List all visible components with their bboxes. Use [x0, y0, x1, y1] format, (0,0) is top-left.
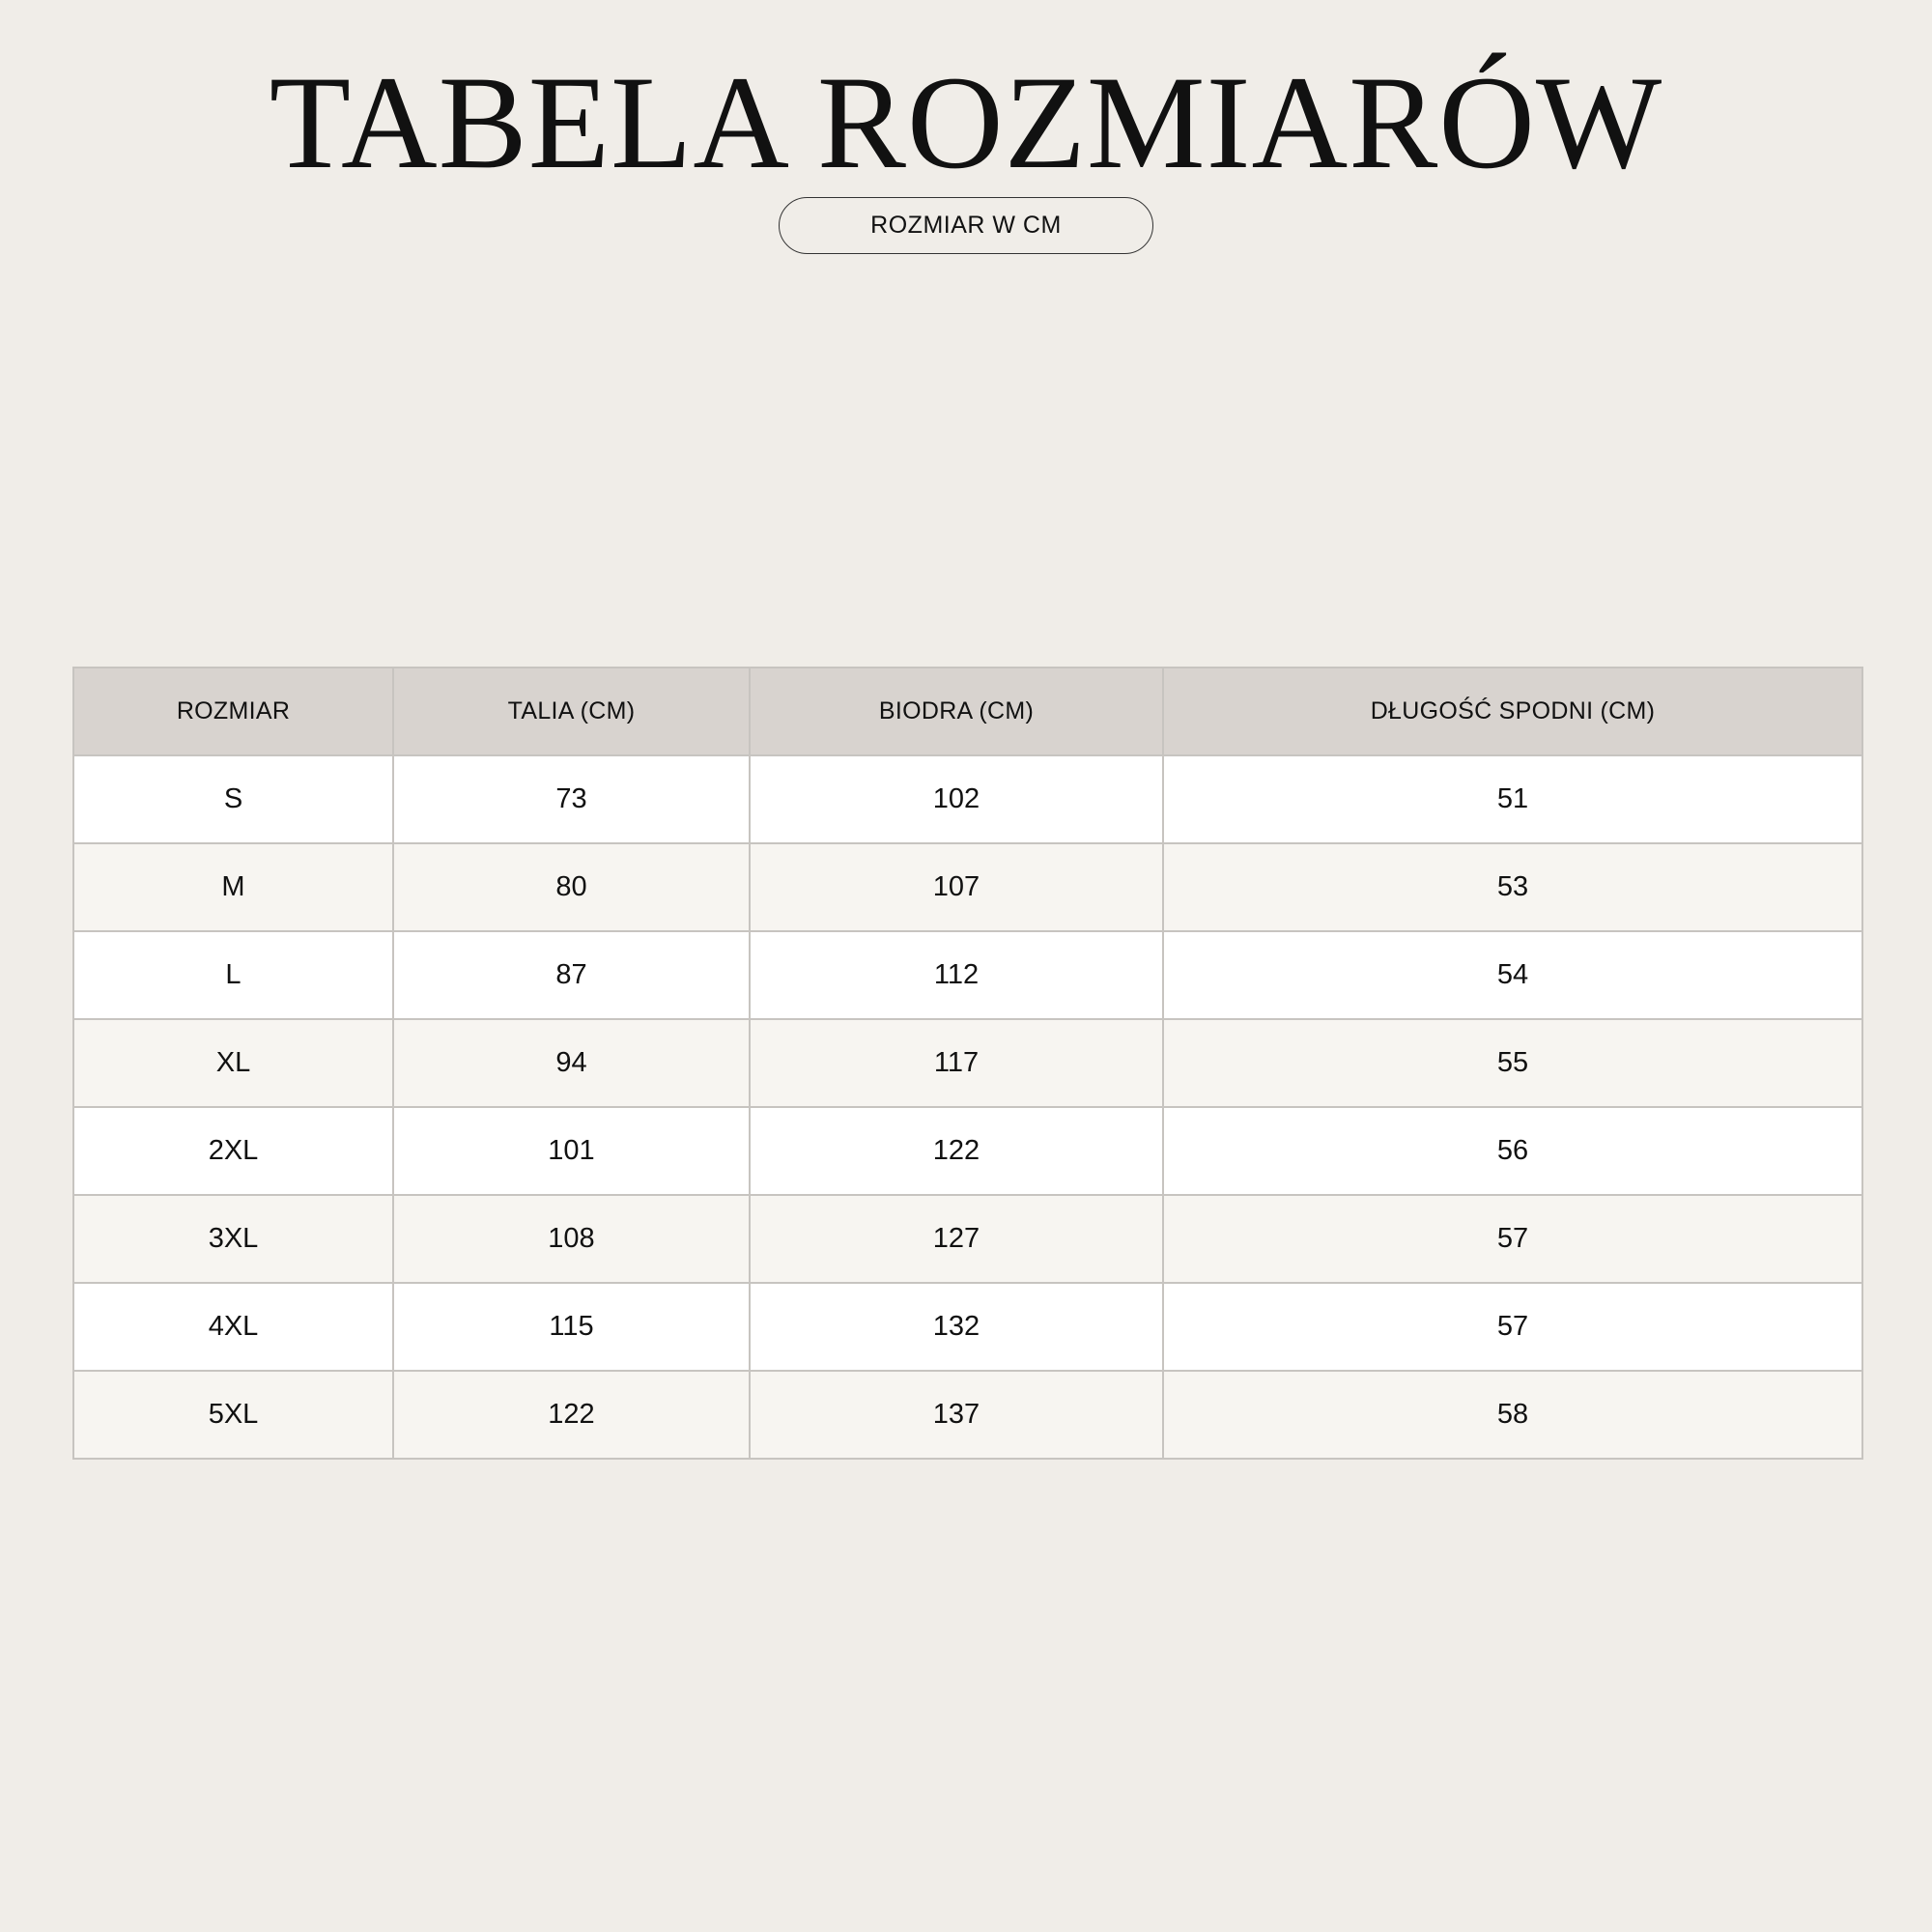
size-table: [72, 667, 1863, 1460]
cell-length: 53: [1163, 843, 1862, 931]
cell-size: M: [73, 843, 393, 931]
cell-hips: 137: [750, 1371, 1163, 1459]
column-header-length: DŁUGOŚĆ SPODNI (CM): [1163, 668, 1862, 755]
cell-hips: 122: [750, 1107, 1163, 1195]
cell-size: 2XL: [73, 1107, 393, 1195]
cell-waist: 94: [393, 1019, 750, 1107]
cell-length: 58: [1163, 1371, 1862, 1459]
cell-length: 57: [1163, 1195, 1862, 1283]
cell-length: 56: [1163, 1107, 1862, 1195]
table-row: [73, 755, 1862, 843]
cell-length: 57: [1163, 1283, 1862, 1371]
cell-size: 5XL: [73, 1371, 393, 1459]
column-header-hips: BIODRA (CM): [750, 668, 1163, 755]
table-row: [73, 1195, 1862, 1283]
cell-hips: 107: [750, 843, 1163, 931]
cell-size: S: [73, 755, 393, 843]
cell-hips: 117: [750, 1019, 1163, 1107]
unit-label: ROZMIAR W CM: [870, 212, 1062, 239]
table-row: [73, 1371, 1862, 1459]
column-header-size: ROZMIAR: [73, 668, 393, 755]
cell-waist: 73: [393, 755, 750, 843]
cell-size: L: [73, 931, 393, 1019]
cell-waist: 80: [393, 843, 750, 931]
table-header-row: [73, 668, 1862, 755]
cell-hips: 102: [750, 755, 1163, 843]
column-header-waist: TALIA (CM): [393, 668, 750, 755]
page-title: TABELA ROZMIARÓW: [269, 48, 1663, 196]
cell-length: 55: [1163, 1019, 1862, 1107]
cell-waist: 87: [393, 931, 750, 1019]
cell-waist: 115: [393, 1283, 750, 1371]
cell-waist: 122: [393, 1371, 750, 1459]
cell-waist: 108: [393, 1195, 750, 1283]
table-row: [73, 1019, 1862, 1107]
unit-label-pill: [779, 197, 1153, 254]
cell-length: 54: [1163, 931, 1862, 1019]
cell-size: 3XL: [73, 1195, 393, 1283]
table-row: [73, 1283, 1862, 1371]
table-row: [73, 843, 1862, 931]
table-row: [73, 931, 1862, 1019]
cell-hips: 127: [750, 1195, 1163, 1283]
cell-size: XL: [73, 1019, 393, 1107]
cell-hips: 112: [750, 931, 1163, 1019]
table-row: [73, 1107, 1862, 1195]
cell-length: 51: [1163, 755, 1862, 843]
cell-hips: 132: [750, 1283, 1163, 1371]
cell-size: 4XL: [73, 1283, 393, 1371]
cell-waist: 101: [393, 1107, 750, 1195]
